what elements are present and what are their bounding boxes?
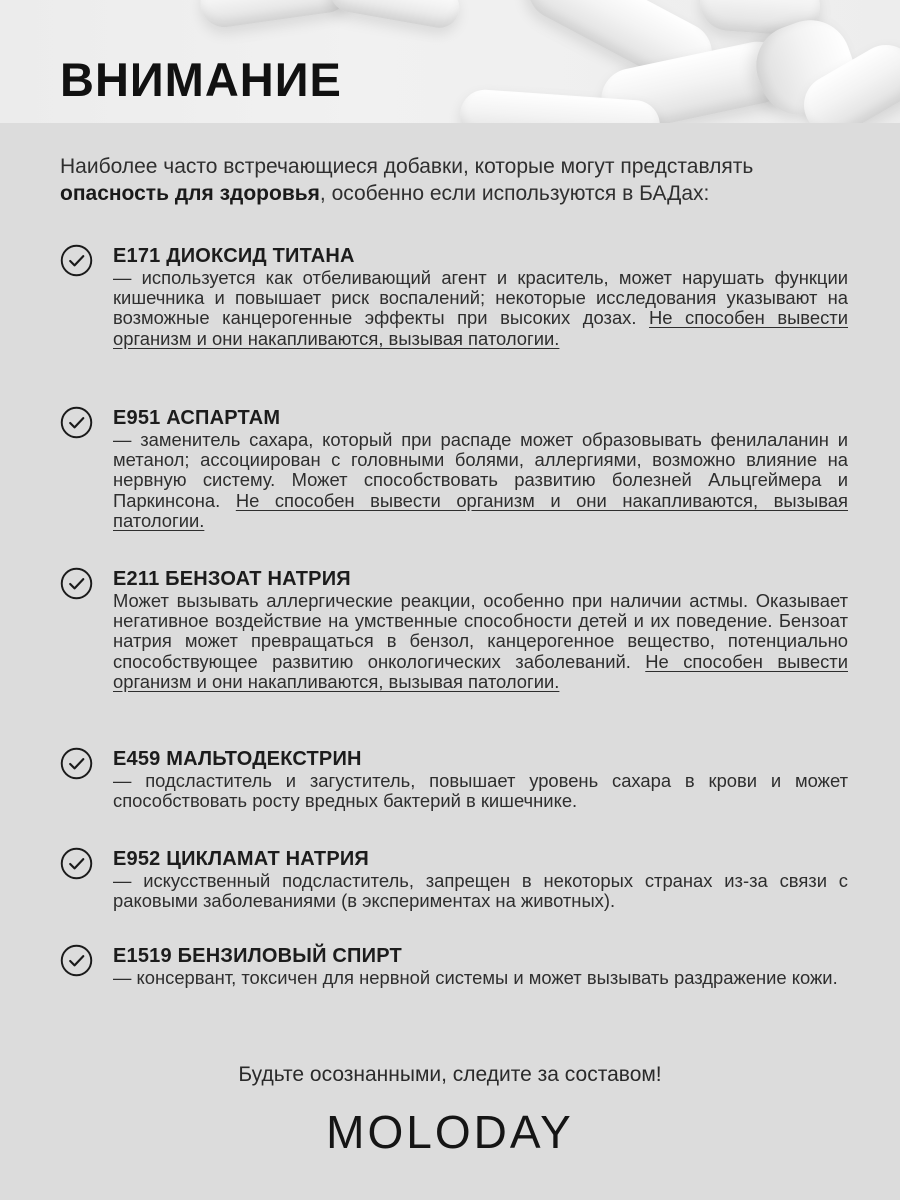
additive-title: E459 МАЛЬТОДЕКСТРИН [113, 748, 362, 770]
additive-description-text: — консервант, токсичен для нервной системы и может вызывать раздражение кожи. [113, 967, 838, 988]
page-title: ВНИМАНИЕ [60, 53, 342, 106]
additive-title: E1519 БЕНЗИЛОВЫЙ СПИРТ [113, 945, 402, 967]
additive-warning-underlined: Не способен вывести организм и они накапливаются, вызывая патологии. [113, 650, 848, 692]
intro-text-start: Наиболее часто встречающиеся добавки, которые могут представлять [60, 155, 754, 178]
check-circle-icon [60, 244, 93, 277]
additive-item-body [113, 244, 848, 349]
additive-description [113, 430, 848, 531]
additive-description-text: — подсластитель и загуститель, повышает уровень сахара в крови и может способствовать росту вредных бактерий в кишечнике. [113, 770, 848, 812]
intro-text [60, 153, 860, 207]
intro-text-end: , особенно если используются в БАДах: [319, 182, 710, 205]
check-circle-icon [60, 567, 93, 600]
check-circle-icon [60, 406, 93, 439]
additive-item-body [113, 567, 848, 692]
additive-item-body [113, 847, 848, 911]
additive-warning-underlined: Не способен вывести организм и они накапливаются, вызывая патологии. [113, 489, 848, 531]
check-circle-icon [60, 747, 93, 780]
additive-description-text: — искусственный подсластитель, запрещен в некоторых странах из-за связи с раковыми заболеваниями (в экспериментах на животных). [113, 870, 848, 912]
additive-description-text: Может вызывать аллергические реакции, особенно при наличии астмы. Оказывает негативное воздействие на умственные способности детей и их поведение. Бензоат натрия может превращаться в бензол, канцерогенное вещество, потенциально способствующее развитию онкологических заболеваний. [113, 590, 848, 672]
additive-description [113, 268, 848, 349]
additive-description [113, 591, 848, 692]
brand-logo-text: MOLODAY [326, 1106, 574, 1158]
check-circle-icon [60, 847, 93, 880]
footer-slogan: Будьте осознанными, следите за составом! [238, 1063, 662, 1086]
additive-title: E952 ЦИКЛАМАТ НАТРИЯ [113, 848, 370, 870]
additive-title: E171 ДИОКСИД ТИТАНА [113, 245, 355, 267]
additive-title: E951 АСПАРТАМ [113, 407, 281, 429]
additive-description [113, 968, 848, 988]
brand-logo [0, 1105, 900, 1159]
additive-item-body [113, 406, 848, 531]
additive-title: E211 БЕНЗОАТ НАТРИЯ [113, 568, 351, 590]
additive-item-body [113, 944, 848, 988]
additive-description [113, 771, 848, 811]
intro-text-bold: опасность для здоровья [60, 182, 320, 205]
additive-warning-underlined: Не способен вывести организм и они накапливаются, вызывая патологии. [113, 307, 848, 349]
additive-description-text: — используется как отбеливающий агент и краситель, может нарушать функции кишечника и повышает риск воспалений; некоторые исследования указывают на возможные канцерогенные эффекты при высоких дозах. [113, 267, 848, 329]
additive-item-body [113, 747, 848, 811]
additive-description-text: — заменитель сахара, который при распаде может образовывать фенилаланин и метанол; ассоциирован с головными болями, аллергиями, возможно влияние на нервную систему. Может способствовать развитию болезней Альцгеймера и Паркинсона. [113, 429, 848, 511]
check-circle-icon [60, 944, 93, 977]
additive-description [113, 871, 848, 911]
